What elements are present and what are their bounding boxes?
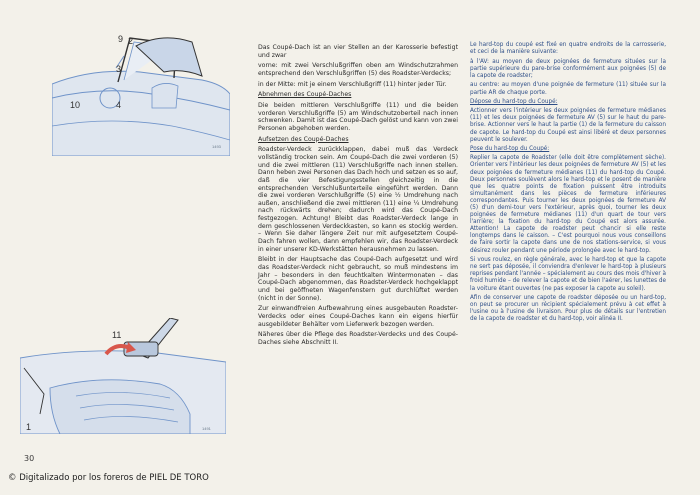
callout-9: 9 [118, 34, 124, 44]
german-intro-2: vorne: mit zwei Verschlußgriffen oben am Windschutzrahmen entsprechend den Verschlußgriffen (5) des Roadster-Verdecks; [258, 62, 458, 77]
callout-11: 11 [112, 330, 122, 340]
german-intro-1: Das Coupé-Dach ist an vier Stellen an der Karosserie befestigt und zwar [258, 44, 458, 59]
figure-number-bottom: 1491 [202, 426, 211, 431]
callout-3: 3 [116, 64, 122, 74]
french-mounting-text: Replier la capote de Roadster (elle doit être complètement sèche). Orienter vers l'intérieur les deux poignées de fermeture AV (5) et les deux poignées de fermeture médianes (11) du hard-top du Coupé. Deux personnes soulèvent alors le hard-top et le posent de manière que les quatre points de fixation puissent être introduits simultanément dans les pièces de fermeture inférieures correspondantes. Puis tourner les deux poignées de fermeture AV (5) d'un demi-tour vers l'extérieur, après quoi, tourner les deux poignées de fermeture médianes (11) d'un quart de tour vers l'arrière; la fixation du hard-top du Coupé est alors assurée. Attention! La capote de roadster peut chancir si elle reste longtemps dans le caisson. – C'est pourquoi nous vous conseillons de faire sortir la capote dans une de nos stations-service, si vous désirez rouler pendant une période prolongée avec le hard-top. [470, 155, 666, 254]
french-text-column [470, 42, 666, 326]
german-intro-3: in der Mitte: mit je einem Verschlußgriff (11) hinter jeder Tür. [258, 80, 447, 88]
illustration-door-latch [20, 318, 226, 434]
german-removal-text: Die beiden mittleren Verschlußgriffe (11) und die beiden vorderen Verschlußgriffe (5) am Windschutzoberteil nach innen schwenken. Damit ist das Coupé-Dach gelöst und kann von zwei Personen abgehoben werden. [258, 101, 458, 132]
seat-shape [152, 83, 178, 108]
german-storage-text: Zur einwandfreien Aufbewahrung eines ausgebauten Roadster-Verdecks oder eines Coupé-Daches kann ein eigens hierfür ausgebildeter Behälter vom Lieferwerk bezogen werden. [258, 305, 458, 328]
french-intro-3: au centre: au moyen d'une poignée de fermeture (11) située sur la partie AR de chaque porte. [470, 82, 666, 96]
callout-4: 4 [116, 100, 122, 110]
door-latch-drawing [20, 318, 226, 434]
german-mounting-text: Roadster-Verdeck zurückklappen, dabei muß das Verdeck vollständig trocken sein. Am Coupé-Dach die zwei vorderen (5) und die zwei mittleren (11) Verschlußgriffe nach innen stellen. Dann heben zwei Personen das Dach hoch und setzen es so auf, daß die vier Befestigungsstellen gleichzeitig in die entsprechenden Verschlußunterteile eingeführt werden. Dann die zwei vorderen Verschlußgriffe (5) eine ½ Umdrehung nach außen, anschließend die zwei mittleren (11) eine ¼ Umdrehung nach rückwärts drehen; dadurch wird das Coupé-Dach festgezogen. Achtung! Bleibt das Roadster-Verdeck lange in dem geschlossenen Verdeckkasten, so kann es stockig werden. – Wenn Sie daher längere Zeit nur mit aufgesetztem Coupé-Dach fahren wollen, dann empfehlen wir, das Roadster-Verdeck in einer unserer KD-Werkstätten herausnehmen zu lassen. [258, 146, 458, 253]
german-care-text: Näheres über die Pflege des Roadster-Verdecks und des Coupé-Daches siehe Abschnitt II. [258, 331, 458, 346]
french-removal-heading: Dépose du hard-top du Coupé: [470, 99, 558, 106]
hardtop-front-drawing [52, 28, 230, 156]
german-removal-heading: Abnehmen des Coupé-Daches [258, 91, 352, 99]
callout-10: 10 [70, 100, 81, 110]
page-number: 30 [24, 454, 35, 463]
seat-back-shape [50, 380, 190, 434]
french-removal-text: Actionner vers l'intérieur les deux poignées de fermeture médianes (11) et les deux poignées de fermeture AV (5) sur le haut du pare-brise. Actionner vers le haut la partie (1) de la fermeture du caisson de capote. Le hard-top du Coupé est ainsi libéré et deux personnes peuvent le soulever. [470, 108, 666, 143]
callout-2: 2 [128, 36, 134, 46]
german-seasonal-text: Bleibt in der Hauptsache das Coupé-Dach aufgesetzt und wird das Roadster-Verdeck nicht gebraucht, so muß mindestens im Jahr – besonders in den feuchtkalten Wintermonaten – das Coupé-Dach abgenommen, das Roadster-Verdeck hochgeklappt und bei geöffneten Wagenfenstern gut durchlüftet werden (nicht in der Sonne). [258, 256, 458, 302]
french-intro-2: à l'AV: au moyen de deux poignées de fermeture situées sur la partie supérieure du pare-brise conformément aux poignées (5) de la capote de roadster; [470, 58, 666, 79]
french-seasonal-text: Si vous roulez, en règle générale, avec le hard-top et que la capote ne sert pas déposée, il conviendra d'enlever le hard-top à plusieurs reprises pendant l'année – spécialement au cours des mois d'hiver à froid humide – de relever la capote et de bien l'aérer, les lunettes de la voiture étant ouvertes (ne pas exposer la capote au soleil). [470, 257, 666, 292]
german-text-column [258, 44, 458, 350]
french-storage-text: Afin de conserver une capote de roadster déposée ou un hard-top, on peut se procurer un récipient spécialement prévu à cet effet à l'usine ou à l'usine de livraison. Pour plus de détails sur l'entretien de la capote de roadster et du hard-top, voir alinéa II. [470, 295, 666, 323]
car-body-shape [52, 71, 230, 156]
illustration-hardtop-front [52, 28, 230, 156]
german-mounting-heading: Aufsetzen des Coupé-Daches [258, 135, 349, 143]
digitization-credit: © Digitalizado por los foreros de PIEL DE TORO [8, 473, 209, 483]
figure-number-top: 1493 [212, 144, 221, 149]
callout-1: 1 [26, 422, 32, 432]
french-intro-1: Le hard-top du coupé est fixé en quatre endroits de la carrosserie, et ceci de la manière suivante: [470, 42, 666, 56]
french-mounting-heading: Pose du hard-top du Coupé: [470, 146, 550, 153]
